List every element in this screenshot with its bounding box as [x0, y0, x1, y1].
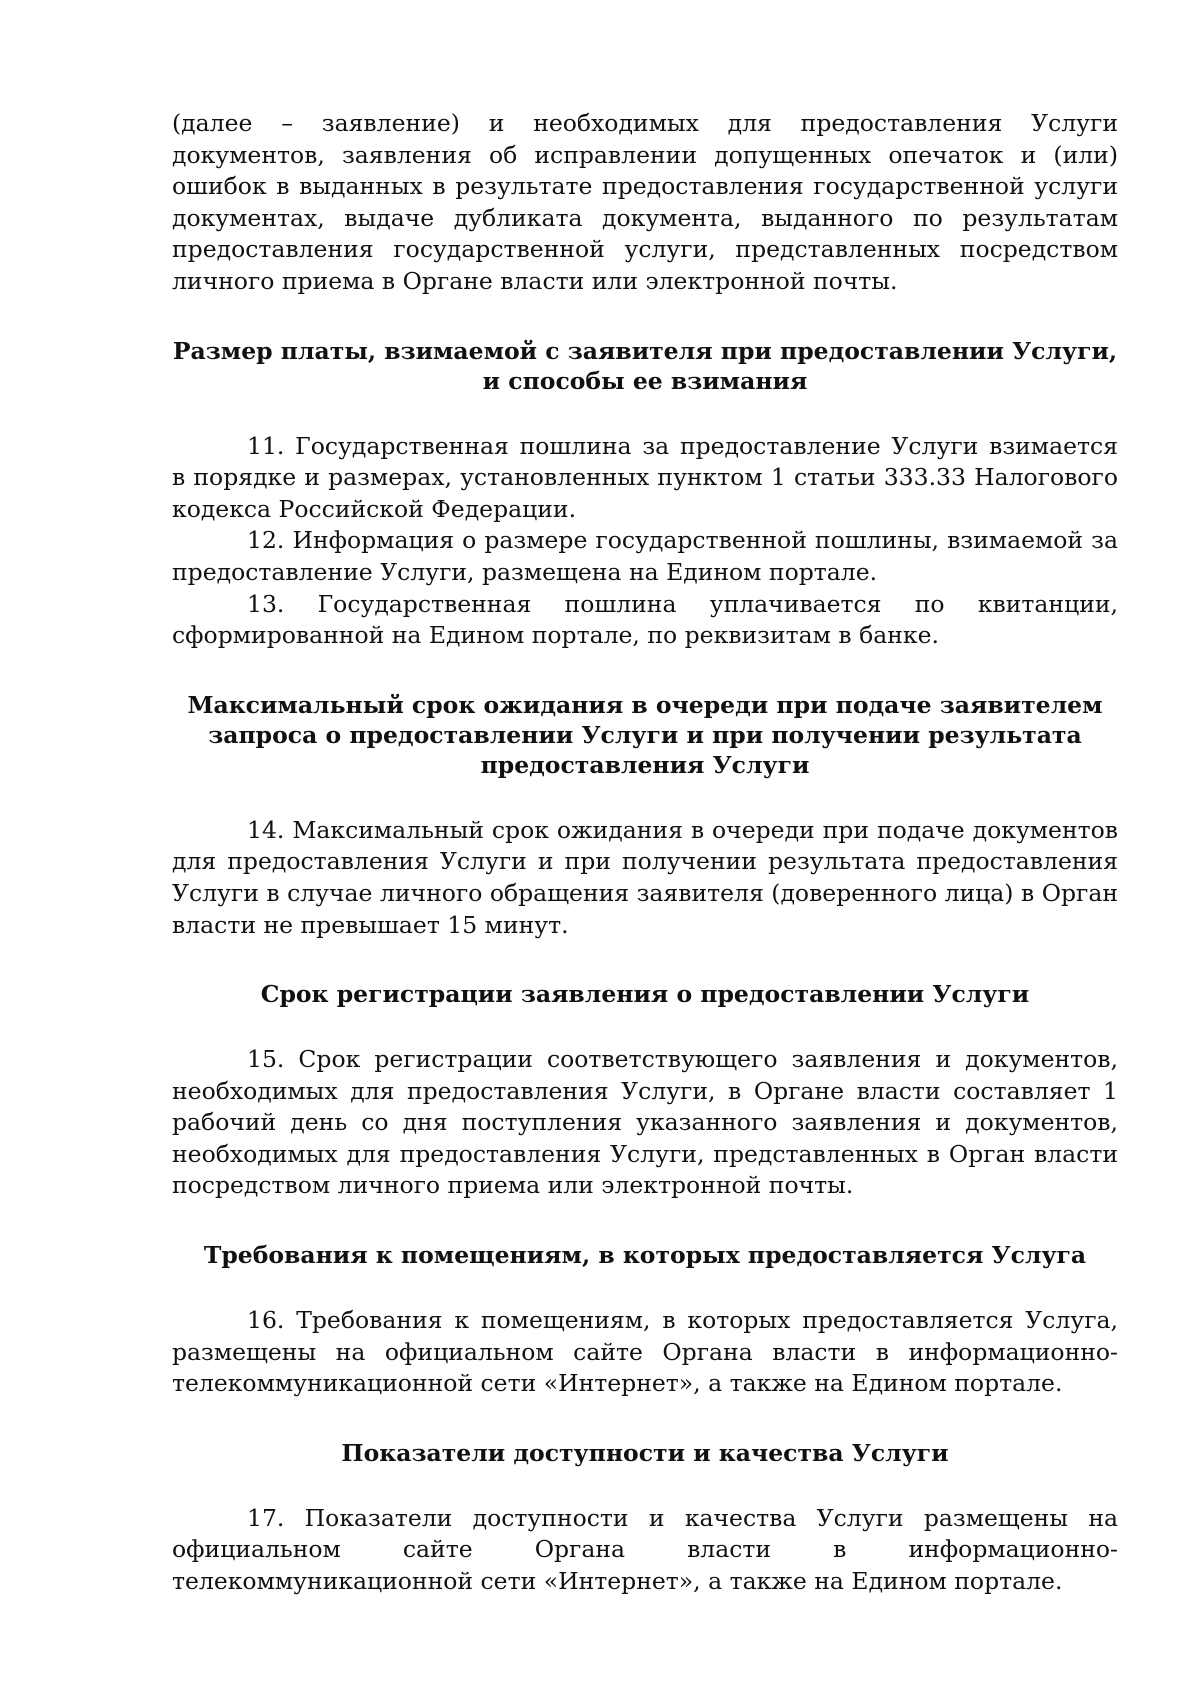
paragraph-15: 15. Срок регистрации соответствующего заявления и документов, необходимых для предоставления Услуги, в Органе власти составляет 1 рабочий день со дня поступления указанного заявления и документов, необходимых для предоставления Услуги, представленных в Орган власти посредством личного приема или электронной почты.: [172, 1045, 1118, 1200]
spacer: [172, 396, 1118, 431]
section-heading-queue-time: Максимальный срок ожидания в очереди при подаче заявителем запроса о предоставлении Услуги и при получении результата предоставления Услуги: [187, 690, 1103, 779]
spacer: [172, 1009, 1118, 1044]
spacer: [172, 298, 1118, 336]
document-page: [172, 108, 1118, 1598]
spacer: [172, 1468, 1118, 1503]
spacer: [172, 1202, 1118, 1240]
section-heading-fees: Размер платы, взимаемой с заявителя при предоставлении Услуги, и способы ее взимания: [172, 336, 1118, 395]
section-heading-registration: Срок регистрации заявления о предоставлении Услуги: [260, 980, 1030, 1009]
paragraph-11: 11. Государственная пошлина за предоставление Услуги взимается в порядке и размерах, установленных пунктом 1 статьи 333.33 Налогового кодекса Российской Федерации.: [172, 431, 1118, 523]
paragraph-13: 13. Государственная пошлина уплачивается по квитанции, сформированной на Едином портале, по реквизитам в банке.: [172, 589, 1118, 650]
paragraph-17: 17. Показатели доступности и качества Услуги размещены на официальном сайте Органа власти в информационно-телекоммуникационной сети «Интернет», а также на Едином портале.: [172, 1503, 1118, 1596]
spacer: [172, 780, 1118, 815]
section-heading-premises: Требования к помещениям, в которых предоставляется Услуга: [203, 1241, 1087, 1270]
spacer: [172, 1270, 1118, 1305]
paragraph-12: 12. Информация о размере государственной пошлины, взимаемой за предоставление Услуги, размещена на Едином портале.: [172, 526, 1118, 586]
paragraph-14: 14. Максимальный срок ожидания в очереди при подаче документов для предоставления Услуги и при получении результата предоставления Услуги в случае личного обращения заявителя (доверенного лица) в Орган власти не превышает 15 минут.: [172, 815, 1118, 939]
intro-paragraph: (далее – заявление) и необходимых для предоставления Услуги документов, заявления об исправлении допущенных опечаток и (или) ошибок в выданных в результате предоставления государственной услуги документах, выдаче дубликата документа, выданного по результатам предоставления государственной услуги, представленных посредством личного приема в Органе власти или электронной почты.: [172, 109, 1118, 295]
spacer: [172, 1400, 1118, 1438]
spacer: [172, 941, 1118, 979]
spacer: [172, 652, 1118, 690]
section-heading-quality: Показатели доступности и качества Услуги: [341, 1438, 949, 1467]
paragraph-16: 16. Требования к помещениям, в которых предоставляется Услуга, размещены на официальном сайте Органа власти в информационно-телекоммуникационной сети «Интернет», а также на Едином портале.: [172, 1306, 1118, 1398]
